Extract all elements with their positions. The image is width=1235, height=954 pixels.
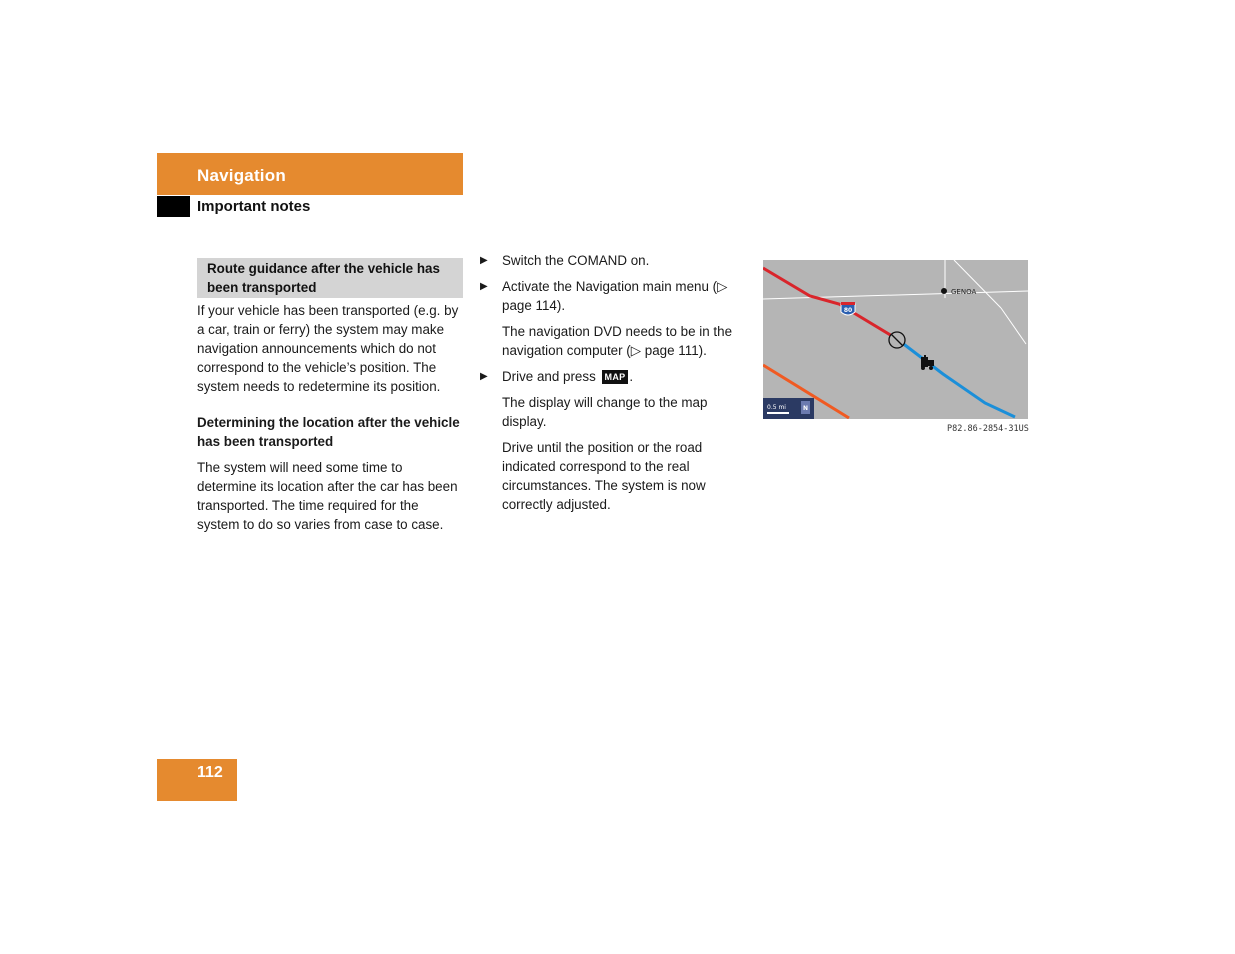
drive-until-note: Drive until the position or the road indicated correspond to the real circumstances. The system is now correctly adjusted. bbox=[502, 440, 706, 512]
step-activate-menu bbox=[480, 277, 750, 315]
bullet-triangle-icon: ▶ bbox=[480, 281, 488, 292]
navigation-map bbox=[763, 260, 1028, 419]
step-text: Switch the COMAND on. bbox=[502, 253, 650, 268]
step-text: Activate the Navigation main menu (▷ page 114). bbox=[502, 279, 728, 313]
left-column bbox=[197, 258, 463, 534]
compass-label: N bbox=[802, 405, 809, 412]
scale-label: 0.5 mi bbox=[767, 404, 786, 411]
display-change-note: The display will change to the map display. bbox=[502, 395, 708, 429]
highway-shield-icon bbox=[841, 302, 855, 315]
step-drive-press-map bbox=[480, 367, 750, 386]
image-code: P82.86-2854-31US bbox=[947, 424, 1029, 434]
bullet-triangle-icon: ▶ bbox=[480, 371, 488, 382]
page-number: 112 bbox=[197, 764, 223, 781]
scale-bar bbox=[767, 412, 789, 414]
middle-column bbox=[480, 251, 750, 514]
step-text-prefix: Drive and press bbox=[502, 369, 596, 384]
map-scale-box bbox=[763, 398, 814, 419]
position-circle-icon bbox=[889, 332, 905, 348]
subsection-title: Important notes bbox=[197, 198, 311, 215]
subheading: Determining the location after the vehicle has been transported bbox=[197, 415, 460, 449]
section-title: Navigation bbox=[197, 166, 286, 185]
section-header bbox=[157, 153, 463, 195]
subsection-marker bbox=[157, 196, 190, 217]
determining-paragraph: The system will need some time to determine its location after the car has been transported. The time required for the system to do so varies from case to case. bbox=[197, 460, 458, 532]
page-number-box bbox=[157, 759, 237, 801]
city-dot-icon bbox=[941, 288, 947, 294]
step-switch-on bbox=[480, 251, 750, 270]
bullet-triangle-icon: ▶ bbox=[480, 255, 488, 266]
box-heading: Route guidance after the vehicle has been transported bbox=[197, 258, 463, 298]
step-text-suffix: . bbox=[629, 369, 634, 384]
dvd-note: The navigation DVD needs to be in the navigation computer (▷ page 111). bbox=[502, 324, 733, 358]
step-text bbox=[502, 367, 633, 386]
highway-number: 80 bbox=[843, 307, 853, 314]
map-key-icon: MAP bbox=[602, 370, 629, 384]
intro-paragraph: If your vehicle has been transported (e.g. by a car, train or ferry) the system may make navigation announcements which do not correspond to the vehicle’s position. The system needs to redetermine its position. bbox=[197, 303, 459, 394]
city-label: GENOA bbox=[951, 288, 977, 296]
